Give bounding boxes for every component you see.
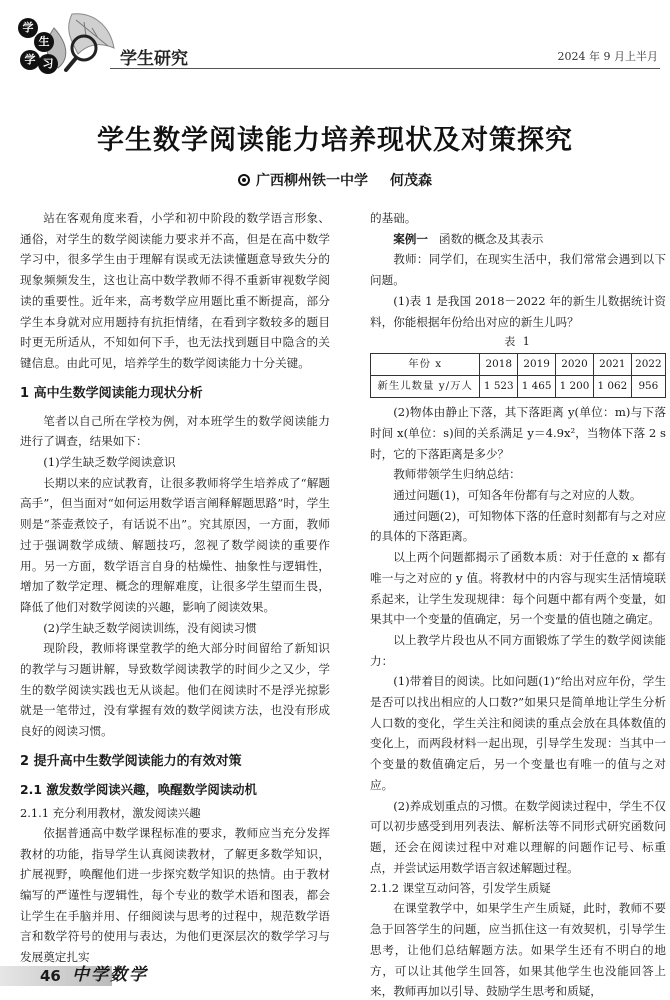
page-header <box>0 0 670 80</box>
table-cell: 1 062 <box>593 376 631 398</box>
byline <box>0 170 670 190</box>
header-divider <box>110 68 660 69</box>
right-column <box>370 208 666 1000</box>
table-cell: 2022 <box>631 354 665 376</box>
paragraph: (1)表 1 是我国 2018－2022 年的新生儿数据统计资料，你能根据年份给出对应的新生儿吗？ <box>370 293 666 329</box>
paragraph: 笔者以自己所在学校为例，对本班学生的数学阅读能力进行了调查，结果如下： <box>20 413 330 449</box>
case-label: 案例一 <box>393 231 428 246</box>
paragraph: (1)带着目的阅读。比如问题(1)“给出对应年份，学生是否可以找出相应的人口数?”如果只是简单地让学生分析人口数的变化，学生关注和阅读的重点会放在具体数值的变化上，而两段材料一起出现，引导学生发现：当其中一个变量的数值确定后，另一个变量也有唯一的值与之对应。 <box>370 674 666 792</box>
section-heading-2: 2 提升高中生数学阅读能力的有效对策 <box>20 753 242 769</box>
logo-char-3: 学 <box>20 50 40 70</box>
author-name: 何茂森 <box>390 173 432 189</box>
paragraph: 在课堂教学中，如果学生产生质疑，此时，教师不要急于回答学生的问题，应当抓住这一有效契机，引导学生思考，让他们总结解题方法。如果学生还有不明白的地方，可以让其他学生回答，如果其他学生也没能回答上来，教师再加以引导、鼓励学生思考和质疑， <box>370 901 666 999</box>
paragraph: 依据普通高中数学课程标准的要求，教师应当充分发挥教材的功能，指导学生认真阅读教材，了解更多数学知识，扩展视野，唤醒他们进一步探究数学知识的热情。由于教材编写的严谨性与逻辑性，每个专业的数学术语和图表，都会让学生在手脑并用、仔细阅读与思考的过程中，规范数学语言和数学符号的使用与表达，为他们更深层次的数学学习与发展奠定扎实 <box>20 825 330 965</box>
logo-char-2: 生 <box>34 32 54 52</box>
journal-name: 中学数学 <box>72 965 148 985</box>
paragraph: (2)物体由静止下落，其下落距离 y(单位：m)与下落时间 x(单位：s)间的关系满足 y＝4.9x²，当物体下落 2 s 时，它的下落距离是多少？ <box>370 405 666 461</box>
subsubsection-heading-2-1-2: 2.1.2 课堂互动问答，引发学生质疑 <box>370 881 551 896</box>
logo-char-4: 习 <box>38 54 58 74</box>
paragraph: 教师带领学生归纳总结： <box>393 467 521 482</box>
bullet-icon <box>238 174 250 186</box>
case-heading <box>370 229 666 250</box>
table-cell: 2019 <box>518 354 556 376</box>
case-title: 函数的概念及其表示 <box>439 231 544 246</box>
newborn-table <box>370 353 666 398</box>
table-cell: 956 <box>631 376 665 398</box>
page-number: 46 <box>40 967 61 985</box>
journal-logo <box>14 8 124 76</box>
table-row <box>371 376 666 398</box>
subsubsection-heading-2-1-1: 2.1.1 充分利用教材，激发阅读兴趣 <box>20 805 201 820</box>
intro-paragraph: 站在客观角度来看，小学和初中阶段的数学语言形象、通俗，对学生的数学阅读能力要求并不高，但是在高中数学学习中，很多学生由于理解有误或无法读懂题意导致失分的现象频频发生，这也让高中数学教师不得不重新审视数学阅读的重要性。近年来，高考数学应用题比重不断提高，部分学生本身就对应用题持有抗拒情绪，在看到字数较多的题目时更无所适从，不知如何下手，也无法找到题目中隐含的关键信息。由此可见，培养学生的数学阅读能力十分关键。 <box>20 211 330 370</box>
table-cell: 2018 <box>480 354 518 376</box>
paragraph: 以上教学片段也从不同方面锻炼了学生的数学阅读能力： <box>370 632 666 668</box>
continued-text: 的基础。 <box>370 211 417 225</box>
subheading: (1)学生缺乏数学阅读意识 <box>43 455 176 470</box>
issue-date: 2024 年 9 月上半月 <box>557 50 658 63</box>
paragraph: 以上两个问题都揭示了函数本质：对于任意的 x 都有唯一与之对应的 y 值。将教材中的内容与现实生活情境联系起来，让学生发现规律：每个问题中都有两个变量，如果其中一个变量的值确定，另一个变量的值也随之确定。 <box>370 550 666 627</box>
table-cell: 1 523 <box>480 376 518 398</box>
section-heading-1: 1 高中生数学阅读能力现状分析 <box>20 385 203 401</box>
table-row <box>371 354 666 376</box>
table-cell: 1 465 <box>518 376 556 398</box>
logo-char-1: 学 <box>18 18 38 38</box>
paragraph: 长期以来的应试教育，让很多教师将学生培养成了“解题高手”，但当面对“如何运用数学语言阐释解题思路”时，学生则是“茶壶煮饺子，有话说不出”。究其原因，一方面，教师过于强调数学成绩、解题技巧，忽视了数学阅读的重要作用。另一方面，数学语言自身的枯燥性、抽象性与逻辑性，增加了数学定理、概念的理解难度，让很多学生望而生畏，降低了他们对数学阅读的兴趣，影响了阅读效果。 <box>20 475 330 614</box>
section-title: 学生研究 <box>120 49 188 69</box>
paragraph: 教师：同学们，在现实生活中，我们常常会遇到以下问题。 <box>370 252 666 288</box>
article-title: 学生数学阅读能力培养现状及对策探究 <box>97 125 573 156</box>
table-caption: 表 1 <box>504 335 532 349</box>
table-header-cell: 年份 x <box>371 354 480 376</box>
paragraph: 通过问题(2)，可知物体下落的任意时刻都有与之对应的具体的下落距离。 <box>370 508 666 544</box>
paragraph: (2)养成划重点的习惯。在数学阅读过程中，学生不仅可以初步感受到用列表法、解析法等不同形式研究函数问题，还会在阅读过程中对难以理解的问题作记号、标重点，并尝试运用数学语言叙述解题过程。 <box>370 798 666 875</box>
table-cell: 2021 <box>593 354 631 376</box>
paragraph: 现阶段，教师将课堂教学的绝大部分时间留给了新知识的教学与习题讲解，导致数学阅读教学的时间少之又少，学生的数学阅读实践也无从谈起。他们在阅读时不是浮光掠影就是一笔带过，没有掌握有效的数学阅读方法，也没有形成良好的阅读习惯。 <box>20 641 330 739</box>
subsection-heading-2-1: 2.1 激发数学阅读兴趣，唤醒数学阅读动机 <box>20 781 257 797</box>
table-cell: 2020 <box>556 354 594 376</box>
table-cell: 1 200 <box>556 376 594 398</box>
table-header-cell: 新生儿数量 y/万人 <box>371 376 480 398</box>
author-affiliation: 广西柳州铁一中学 <box>256 173 368 189</box>
subheading: (2)学生缺乏数学阅读训练，没有阅读习惯 <box>43 620 257 635</box>
paragraph: 通过问题(1)，可知各年份都有与之对应的人数。 <box>393 488 642 503</box>
left-column <box>20 208 330 968</box>
